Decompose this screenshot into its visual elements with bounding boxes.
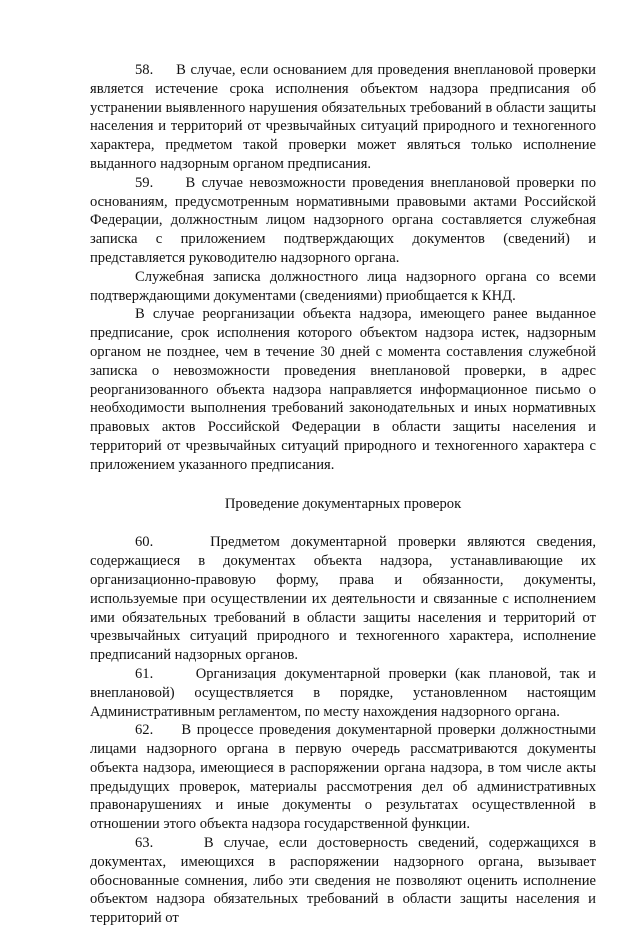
section-heading: Проведение документарных проверок [224,495,462,512]
paragraph-62: 62. В процессе проведения документарной проверки должностными лицами надзорного органа в первую очередь рассматриваются документы объекта надзора, имеющиеся в распоряжении органа надзора, в том числе акты предыдущих проверок, материалы рассмотрения дел об административных правонарушениях и иные документы о результатах осуществленной в отношении этого объекта надзора государственной функции. [90,722,596,833]
paragraph-59-memo: Служебная записка должностного лица надзорного органа со всеми подтверждающими документами (сведениями) приобщается к КНД. [90,268,596,304]
paragraph-59-reorganization: В случае реорганизации объекта надзора, имеющего ранее выданное предписание, срок исполнения которого объектом надзора истек, надзорным органом не позднее, чем в течение 30 дней с момента составления служебной записка о невозможности проведения внеплановой проверки, в адрес реорганизованного объекта надзора направляется информационное письмо о необходимости выполнения требований законодательных и иных нормативных правовых актов Российской Федерации в области защиты населения и территорий от чрезвычайных ситуаций природного и техногенного характера с приложением указанного предписания. [90,306,596,473]
paragraph-61: 61. Организация документарной проверки (как плановой, так и внеплановой) осуществляется в порядке, установленном настоящим Административным регламентом, по месту нахождения надзорного органа. [90,665,596,720]
paragraph-63: 63. В случае, если достоверность сведений, содержащихся в документах, имеющихся в распоряжении надзорного органа, вызывает обоснованные сомнения, либо эти сведения не позволяют оценить исполнение объектом надзора обязательных требований в области защиты населения и территорий от [90,835,596,927]
paragraph-58: 58. В случае, если основанием для проведения внеплановой проверки является истечение срока исполнения объектом надзора предписания об устранении выявленного нарушения обязательных требований в области защиты населения и территорий от чрезвычайных ситуаций природного и техногенного характера, предметом такой проверки может являться только исполнение выданного надзорным органом предписания. [90,62,596,172]
paragraph-59: 59. В случае невозможности проведения внеплановой проверки по основаниям, предусмотренным нормативными правовыми актами Российской Федерации, должностным лицом надзорного органа составляется служебная записка с приложением подтверждающих документов (сведений) и представляется руководителю надзорного органа. [90,174,596,266]
paragraph-60: 60. Предметом документарной проверки являются сведения, содержащиеся в документах объекта надзора, устанавливающие их организационно-правовую форму, права и обязанности, документы, используемые при осуществлении их деятельности и связанные с исполнением ими обязательных требований в области защиты населения и территорий от чрезвычайных ситуаций природного и техногенного характера, исполнение предписаний надзорных органов. [90,534,596,664]
